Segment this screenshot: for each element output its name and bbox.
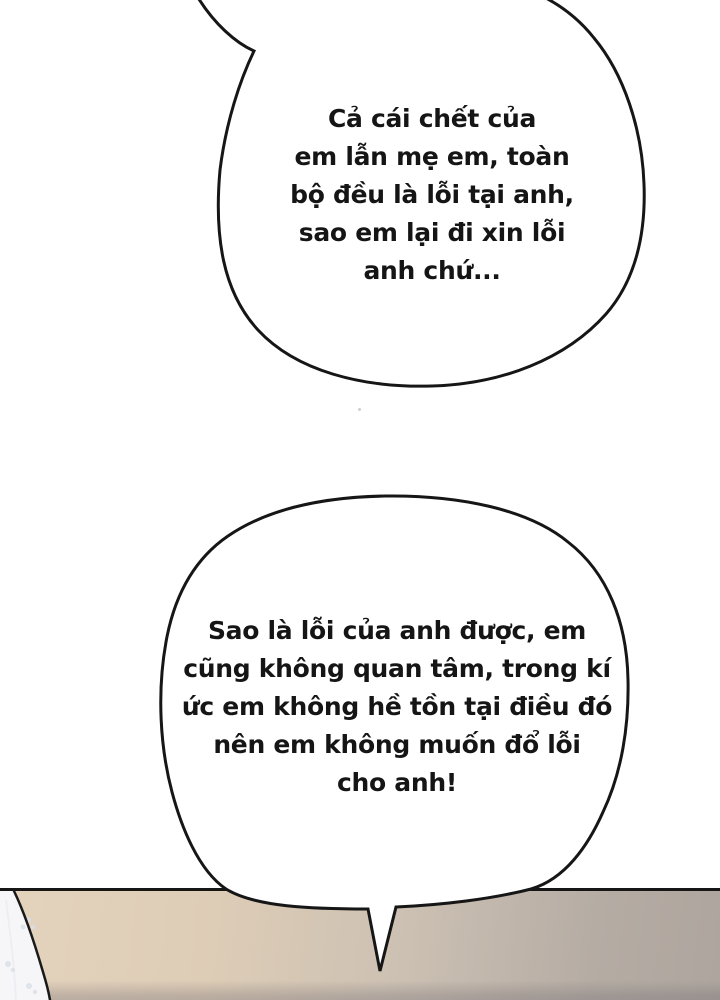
dialogue-line: anh chứ... (363, 256, 501, 285)
speech-bubble-bottom-text (157, 612, 637, 802)
dialogue-line: Cả cái chết của (327, 104, 537, 133)
ink-speck (358, 408, 361, 411)
dialogue-line: em lẫn mẹ em, toàn (294, 142, 570, 171)
cloth-sleeve (0, 891, 50, 1000)
speech-bubble-top-text (232, 100, 632, 290)
dialogue-line: nên em không muốn đổ lỗi (213, 730, 581, 759)
dialogue-line: sao em lại đi xin lỗi (298, 218, 566, 247)
dialogue-line: ức em không hề tồn tại điều đó (181, 692, 613, 721)
dialogue-line: bộ đều là lỗi tại anh, (290, 180, 574, 209)
dialogue-line: cho anh! (337, 768, 457, 797)
dialogue-line: Sao là lỗi của anh được, em (207, 616, 587, 645)
dialogue-line: cũng không quan tâm, trong kí (183, 654, 611, 683)
